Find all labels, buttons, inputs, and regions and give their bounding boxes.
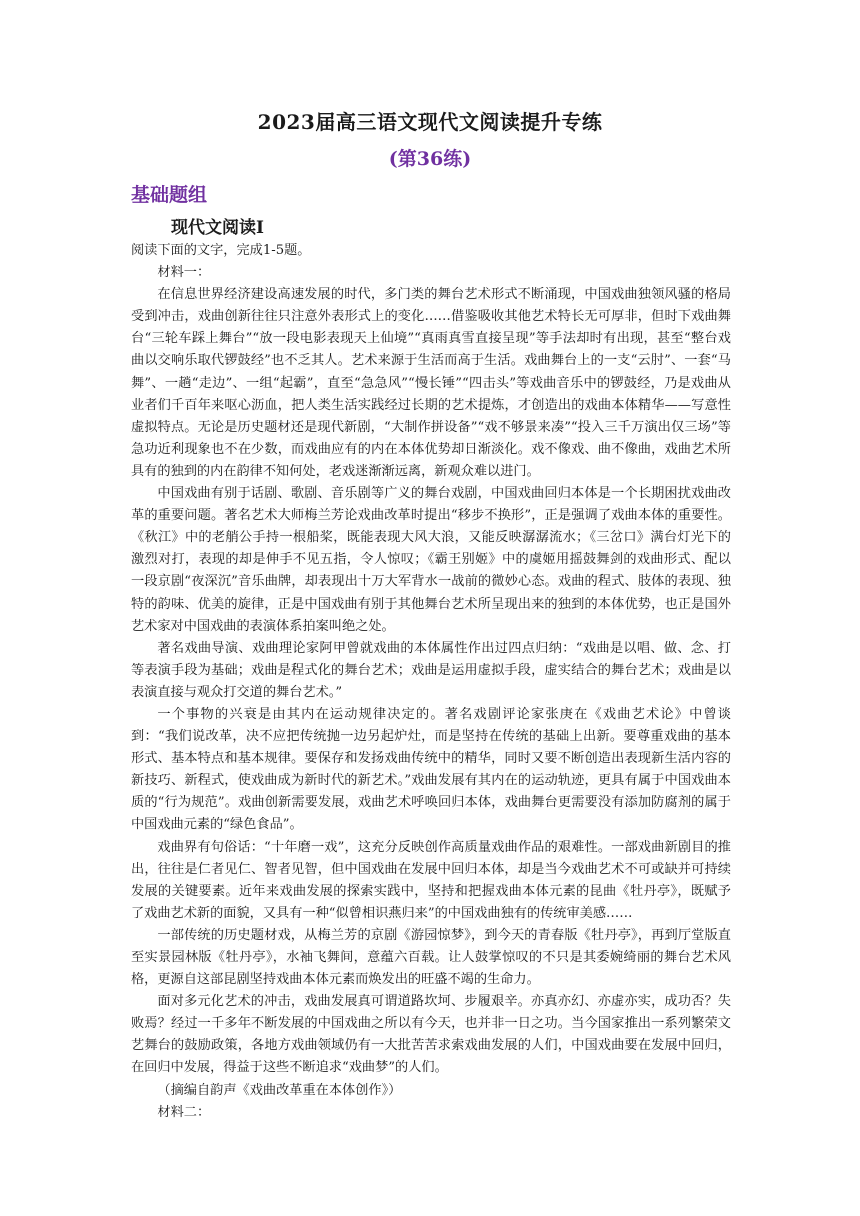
paragraph-7: 面对多元化艺术的冲击，戏曲发展真可谓道路坎坷、步履艰辛。亦真亦幻、亦虚亦实，成功否？失败焉？经过一千多年不断发展的中国戏曲之所以有今天，也并非一日之功。当今国家推出一系列繁荣文艺舞台的鼓励政策，各地方戏曲领域仍有一大批苦苦求索戏曲发展的人们，中国戏曲要在发展中回归，在回归中发展，得益于这些不断追求“戏曲梦”的人们。 (131, 994, 731, 1076)
paragraph-1: 在信息世界经济建设高速发展的时代，多门类的舞台艺术形式不断涌现，中国戏曲独领风骚的格局受到冲击，戏曲创新往往只注意外表形式上的变化……借鉴吸收其他艺术特长无可厚非，但时下戏曲舞台“三轮车踩上舞台”“放一段电影表现天上仙境”“真雨真雪直接呈现”等手法却时有出现，甚至“整台戏曲以交响乐取代锣鼓经”也不乏其人。艺术来源于生活而高于生活。戏曲舞台上的一支“云肘”、一套“马舞”、一趟“走边”、一组“起霸”，直至“急急风”“慢长锤”“四击头”等戏曲音乐中的锣鼓经，乃是戏曲从业者们千百年来呕心沥血，把人类生活实践经过长期的艺术提炼，才创造出的戏曲本体精华——写意性虚拟特点。无论是历史题材还是现代新剧，“大制作拼设备”“戏不够景来凑”“投入三千万演出仅三场”等急功近利现象也不在少数，而戏曲应有的内在本体优势却日渐淡化。戏不像戏、曲不像曲，戏曲艺术所具有的独到的内在韵律不知何处，老戏迷渐渐远离，新观众难以进门。 (131, 287, 731, 479)
paragraph-2: 中国戏曲有别于话剧、歌剧、音乐剧等广义的舞台戏剧，中国戏曲回归本体是一个长期困扰戏曲改革的重要问题。著名艺术大师梅兰芳论戏曲改革时提出“移步不换形”，正是强调了戏曲本体的重要性。《秋江》中的老艄公手持一根船桨，既能表现大风大浪，又能反映潺潺流水；《三岔口》满台灯光下的激烈对打，表现的却是伸手不见五指，令人惊叹；《霸王别姬》中的虞姬用摇鼓舞剑的戏曲形式、配以一段京剧“夜深沉”音乐曲牌，却表现出十万大军背水一战前的微妙心态。戏曲的程式、肢体的表现、独特的韵味、优美的旋律，正是中国戏曲有别于其他舞台艺术所呈现出来的独到的本体优势，也正是国外艺术家对中国戏曲的表演体系拍案叫绝之处。 (131, 486, 731, 634)
reading-body (131, 240, 731, 1124)
source-citation: （摘编自韵声《戏曲改革重在本体创作》） (157, 1082, 402, 1098)
section-heading: 基础题组 (131, 184, 208, 206)
subsection-heading: 现代文阅读Ⅰ (171, 218, 264, 238)
paragraph-6: 一部传统的历史题材戏，从梅兰芳的京剧《游园惊梦》，到今天的青春版《牡丹亭》，再到厅堂版直至实景园林版《牡丹亭》，水袖飞舞间，意蕴六百载。让人鼓掌惊叹的不只是其委婉绮丽的舞台艺术风格，更源自这部昆剧坚持戏曲本体元素而焕发出的旺盛不竭的生命力。 (131, 927, 731, 988)
paragraph-5: 戏曲界有句俗话：“十年磨一戏”，这充分反映创作高质量戏曲作品的艰难性。一部戏曲新剧目的推出，往往是仁者见仁、智者见智，但中国戏曲在发展中回归本体，却是当今戏曲艺术不可或缺并可持续发展的关键要素。近年来戏曲发展的探索实践中，坚持和把握戏曲本体元素的昆曲《牡丹亭》，既赋予了戏曲艺术新的面貌，又具有一种“似曾相识燕归来”的中国戏曲独有的传统审美感…… (131, 839, 731, 921)
material-two-label: 材料二： (157, 1104, 211, 1120)
paragraph-4: 一个事物的兴衰是由其内在运动规律决定的。著名戏剧评论家张庚在《戏曲艺术论》中曾谈到：“我们说改革，决不应把传统抛一边另起炉灶，而是坚持在传统的基础上出新。要尊重戏曲的基本形式、基本特点和基本规律。要保存和发扬戏曲传统中的精华，同时又要不断创造出表现新生活内容的新技巧、新程式，使戏曲成为新时代的新艺术。”戏曲发展有其内在的运动轨迹，更具有属于中国戏曲本质的“行为规范”。戏曲创新需要发展，戏曲艺术呼唤回归本体，戏曲舞台更需要没有添加防腐剂的属于中国戏曲元素的“绿色食品”。 (131, 706, 731, 833)
material-one-label: 材料一： (157, 265, 211, 281)
page-subtitle: (第36练) (388, 148, 472, 170)
paragraph-3: 著名戏曲导演、戏曲理论家阿甲曾就戏曲的本体属性作出过四点归纳：“戏曲是以唱、做、念、打等表演手段为基础；戏曲是程式化的舞台艺术；戏曲是运用虚拟手段，虚实结合的舞台艺术；戏曲是以表演直接与观众打交道的舞台艺术。” (131, 640, 731, 700)
instruction-text: 阅读下面的文字，完成1-5题。 (131, 243, 311, 258)
page-title: 2023届高三语文现代文阅读提升专练 (257, 110, 603, 134)
